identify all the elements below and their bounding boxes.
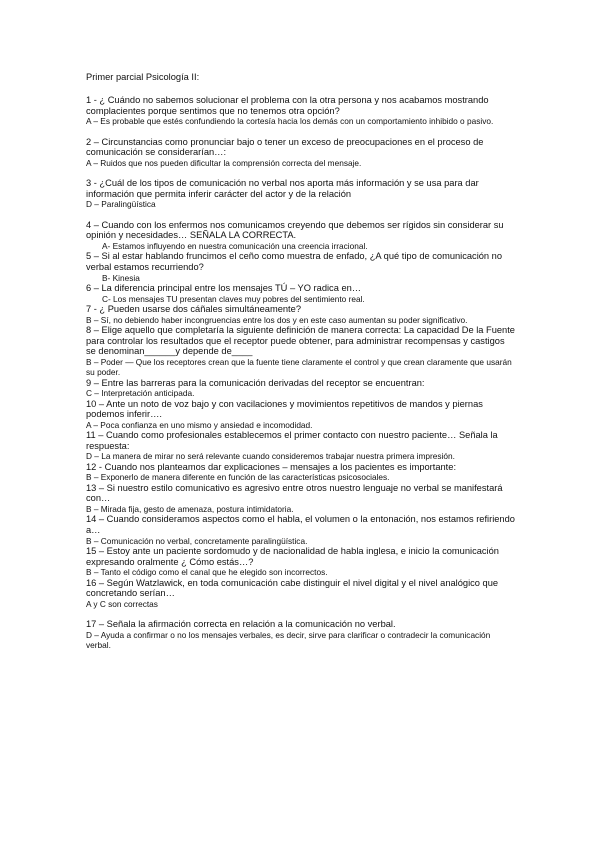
answer-11: D – La manera de mirar no será relevante cuando consideremos trabajar nuestra primera impresión. bbox=[86, 451, 455, 462]
question-13: 13 – Si nuestro estilo comunicativo es agresivo entre otros nuestro lenguaje no verbal se manifestará con… bbox=[86, 482, 503, 504]
question-1: 1 - ¿ Cuándo no sabemos solucionar el problema con la otra persona y nos acabamos mostrando complacientes porque sentimos que no tenemos otra opción? bbox=[86, 95, 489, 116]
question-6: 6 – La diferencia principal entre los mensajes TÚ – YO radica en… bbox=[86, 282, 362, 293]
answer-17: D – Ayuda a confirmar o no los mensajes verbales, es decir, sirve para clarificar o contradecir la comunicación verbal. bbox=[86, 629, 491, 651]
answer-8: B – Poder — Que los receptores crean que la fuente tiene claramente el control y que crean claramente que usarán su poder. bbox=[86, 356, 512, 378]
question-14: 14 – Cuando consideramos aspectos como el habla, el volumen o la entonación, nos estamos refiriendo a… bbox=[86, 514, 515, 535]
question-4: 4 – Cuando con los enfermos nos comunicamos creyendo que debemos ser rígidos sin considerar su opinión y necesidades… SEÑALA LA CORRECTA. bbox=[86, 219, 504, 241]
answer-3: D – Paralingüística bbox=[86, 199, 156, 210]
question-8: 8 – Elige aquello que completaría la siguiente definición de manera correcta: La capacidad De la Fuente para controlar los resultados que el receptor puede obtener, para administrar recompensas y castigos se denominan______y depende de____ bbox=[86, 324, 515, 357]
answer-15: B – Tanto el código como el canal que he elegido son incorrectos. bbox=[86, 567, 328, 578]
question-12: 12 - Cuando nos planteamos dar explicaciones – mensajes a los pacientes es importante: bbox=[86, 461, 457, 472]
question-10: 10 – Ante un noto de voz bajo y con vacilaciones y movimientos repetitivos de mandos y piernas podemos inferir…. bbox=[86, 398, 483, 420]
answer-10: A – Poca confianza en uno mismo y ansiedad e incomodidad. bbox=[86, 419, 313, 430]
question-9: 9 – Entre las barreras para la comunicación derivadas del receptor se encuentran: bbox=[86, 377, 425, 388]
answer-14: B – Comunicación no verbal, concretamente paralingüística. bbox=[86, 535, 308, 546]
spacer bbox=[86, 127, 516, 137]
answer-6: C- Los mensajes TU presentan claves muy pobres del sentimiento real. bbox=[102, 293, 365, 304]
question-7: 7 - ¿ Pueden usarse dos cáñales simultáneamente? bbox=[86, 303, 301, 314]
answer-16: A y C son correctas bbox=[86, 598, 158, 609]
question-3: 3 - ¿Cuál de los tipos de comunicación no verbal nos aporta más información y se usa para dar información que permita inferir carácter del actor y de la relación bbox=[86, 178, 479, 199]
answer-9: C – Interpretación anticipada. bbox=[86, 388, 195, 399]
answer-1: A – Es probable que estés confundiendo la cortesía hacia los demás con un comportamiento inhibido o pasivo. bbox=[86, 116, 494, 127]
spacer bbox=[86, 210, 516, 220]
spacer bbox=[86, 168, 516, 178]
answer-2: A – Ruidos que nos pueden dificultar la comprensión correcta del mensaje. bbox=[86, 157, 362, 168]
answer-13: B – Mirada fija, gesto de amenaza, postura intimidatoria. bbox=[86, 503, 294, 514]
answer-5: B- Kinesia bbox=[102, 272, 140, 283]
document-title: Primer parcial Psicología II: bbox=[86, 72, 200, 82]
question-11: 11 – Cuando como profesionales establecemos el primer contacto con nuestro paciente… Señala la respuesta: bbox=[86, 430, 498, 451]
question-15: 15 – Estoy ante un paciente sordomudo y de nacionalidad de habla inglesa, e inicio la comunicación expresando oralmente ¿ Cómo estás…? bbox=[86, 545, 499, 567]
question-5: 5 – Si al estar hablando fruncimos el ceño como muestra de enfado, ¿A qué tipo de comunicación no verbal estamos recurriendo? bbox=[86, 251, 503, 272]
spacer bbox=[86, 609, 516, 619]
answer-7: B – Sí, no debiendo haber incongruencias entre los dos y en este caso aumentan su poder significativo. bbox=[86, 314, 468, 325]
question-2: 2 – Circunstancias como pronunciar bajo o tener un exceso de preocupaciones en el proceso de comunicación se considerarían…: bbox=[86, 136, 484, 158]
question-17: 17 – Señala la afirmación correcta en relación a la comunicación no verbal. bbox=[86, 619, 396, 630]
answer-4: A- Estamos influyendo en nuestra comunicación una creencia irracional. bbox=[102, 240, 368, 251]
answer-12: B – Exponerlo de manera diferente en función de las características psicosociales. bbox=[86, 472, 390, 483]
document-body bbox=[86, 72, 516, 651]
question-16: 16 – Según Watzlawick, en toda comunicación cabe distinguir el nivel digital y el nivel analógico que concretando serían… bbox=[86, 577, 499, 599]
